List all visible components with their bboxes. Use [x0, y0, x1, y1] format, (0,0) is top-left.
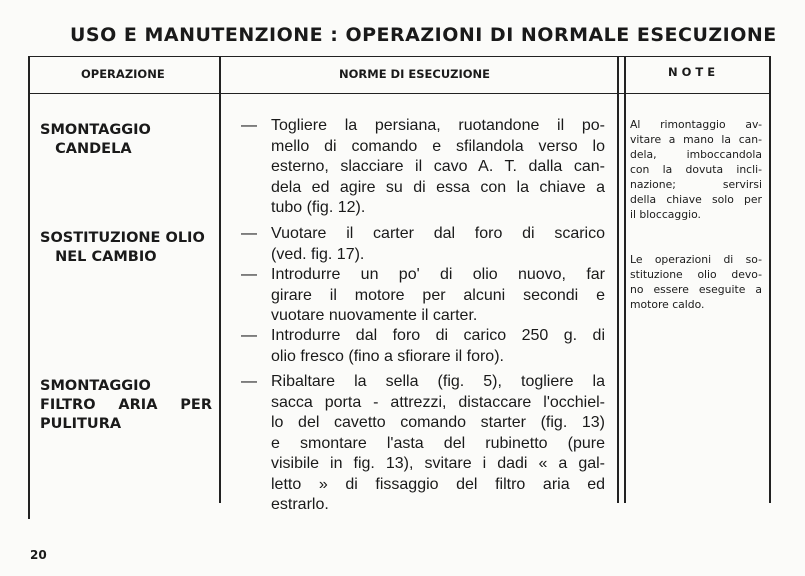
operation-line: SMONTAGGIO [40, 378, 151, 394]
norme-line: dela ed agire su di essa con la chiave a [271, 178, 605, 196]
header-divider [28, 93, 771, 94]
norme-line: Vuotare il carter dal foro di scarico [271, 225, 605, 242]
note-line: dela, imboccandola [630, 148, 762, 161]
norme-line: e smontare l'asta del rubinetto (pure [271, 434, 605, 452]
dash-mark: — [241, 266, 257, 283]
note-line: no essere eseguite a [630, 283, 762, 296]
norme-line: letto » di fissaggio del filtro aria ed [271, 475, 605, 493]
norme-line: Introdurre un po' di olio nuovo, far [271, 266, 605, 283]
norme-line: (ved. fig. 17). [271, 245, 365, 263]
page-title: USO E MANUTENZIONE : OPERAZIONI DI NORMALE ESECUZIONE [70, 24, 777, 46]
header-operazione: OPERAZIONE [81, 67, 165, 81]
note-line: il bloccaggio. [630, 208, 701, 221]
note-line: con la dovuta incli- [630, 163, 762, 176]
norme-line: olio fresco (fino a sfiorare il foro). [271, 347, 504, 365]
note-line: vitare a mano la can- [630, 133, 762, 146]
operation-line: CANDELA [40, 141, 132, 157]
norme-line: Ribaltare la sella (fig. 5), togliere la [271, 373, 605, 390]
header-note: N O T E [668, 65, 716, 79]
header-norme: NORME DI ESECUZIONE [339, 67, 491, 81]
dash-mark: — [241, 225, 257, 242]
note-line: della chiave solo per [630, 193, 762, 206]
note-line: motore caldo. [630, 298, 705, 311]
dash-mark: — [241, 327, 257, 344]
norme-block-5 [241, 372, 605, 516]
operation-line: PULITURA [40, 416, 122, 432]
table-right-border [769, 57, 771, 503]
norme-line: sacca porta - attrezzi, distaccare l'occhiel- [271, 393, 605, 411]
dash-mark: — [241, 117, 257, 134]
dash-mark: — [241, 373, 257, 390]
operation-line: FILTRO ARIA PER [40, 397, 212, 413]
column-divider-2 [617, 57, 619, 503]
note-line: stituzione olio devo- [630, 268, 762, 281]
operation-smontaggio-candela [40, 121, 151, 159]
norme-line: girare il motore per alcuni secondi e [271, 286, 605, 304]
operation-line: NEL CAMBIO [40, 249, 157, 265]
norme-line: lo del cavetto comando starter (fig. 13) [271, 414, 605, 431]
norme-line: Introdurre dal foro di carico 250 g. di [271, 327, 605, 344]
note-block-2 [630, 252, 762, 312]
column-divider-1 [219, 57, 221, 503]
operation-smontaggio-filtro [40, 377, 212, 434]
note-line: Le operazioni di so- [630, 253, 762, 266]
page-number: 20 [30, 548, 47, 562]
note-line: Al rimontaggio av- [630, 118, 762, 131]
table-left-border [28, 57, 30, 519]
note-block-1 [630, 117, 762, 222]
operation-line: SOSTITUZIONE OLIO [40, 230, 205, 246]
norme-line: vuotare nuovamente il carter. [271, 307, 478, 324]
operation-line: SMONTAGGIO [40, 122, 151, 138]
norme-block-2 [241, 224, 605, 265]
norme-line: mello di comando e sfilandola verso lo [271, 137, 605, 155]
norme-block-1 [241, 116, 605, 219]
norme-line: tubo (fig. 12). [271, 199, 366, 216]
note-line: nazione; servirsi [630, 178, 762, 191]
norme-line: estrarlo. [271, 496, 329, 513]
norme-line: esterno, slacciare il cavo A. T. dalla can- [271, 158, 605, 175]
norme-line: Togliere la persiana, ruotandone il po- [271, 117, 605, 134]
norme-line: visibile in fig. 13), svitare i dadi « a gal- [271, 455, 605, 472]
norme-block-3 [241, 265, 605, 327]
norme-block-4 [241, 326, 605, 367]
operation-sostituzione-olio [40, 229, 205, 267]
column-divider-3 [624, 57, 626, 503]
